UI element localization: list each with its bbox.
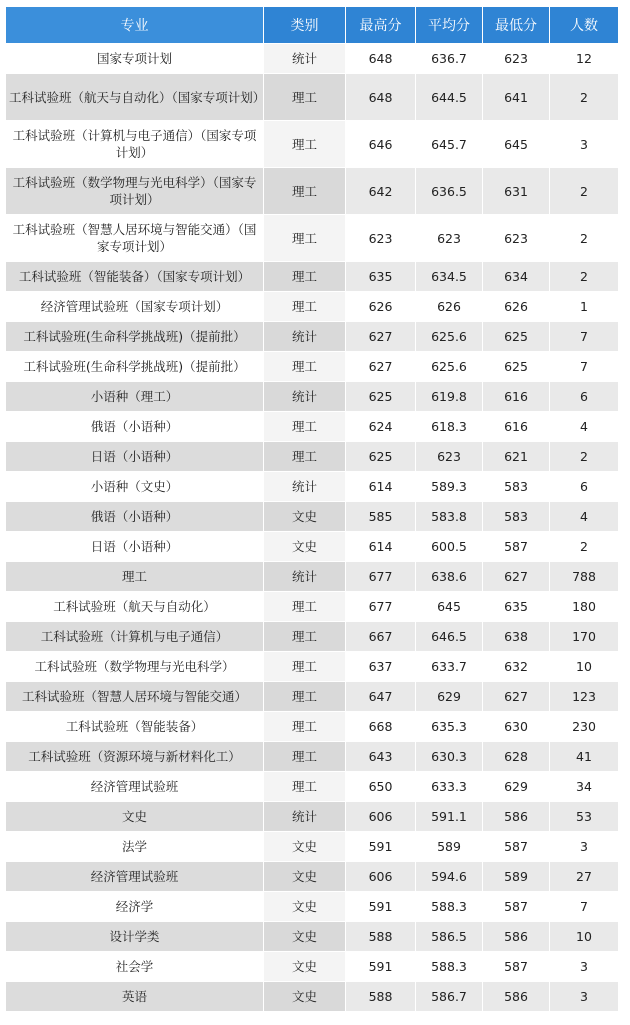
cell-category: 理工 xyxy=(264,651,346,681)
cell-category: 文史 xyxy=(264,531,346,561)
cell-count: 6 xyxy=(550,381,619,411)
cell-count: 4 xyxy=(550,411,619,441)
cell-max-score: 668 xyxy=(346,711,416,741)
cell-major: 社会学 xyxy=(6,951,264,981)
table-row xyxy=(6,43,619,73)
cell-min-score: 627 xyxy=(483,681,550,711)
cell-category: 文史 xyxy=(264,981,346,1011)
cell-category: 文史 xyxy=(264,891,346,921)
cell-count: 2 xyxy=(550,167,619,214)
cell-avg-score: 636.7 xyxy=(416,43,483,73)
cell-min-score: 583 xyxy=(483,471,550,501)
cell-count: 123 xyxy=(550,681,619,711)
cell-min-score: 586 xyxy=(483,801,550,831)
cell-max-score: 606 xyxy=(346,861,416,891)
cell-max-score: 627 xyxy=(346,351,416,381)
cell-count: 10 xyxy=(550,651,619,681)
cell-count: 7 xyxy=(550,351,619,381)
cell-max-score: 588 xyxy=(346,981,416,1011)
table-row xyxy=(6,621,619,651)
cell-count: 170 xyxy=(550,621,619,651)
table-row xyxy=(6,531,619,561)
cell-max-score: 625 xyxy=(346,441,416,471)
cell-count: 6 xyxy=(550,471,619,501)
cell-avg-score: 586.5 xyxy=(416,921,483,951)
cell-avg-score: 618.3 xyxy=(416,411,483,441)
cell-min-score: 641 xyxy=(483,73,550,120)
cell-category: 理工 xyxy=(264,411,346,441)
cell-min-score: 587 xyxy=(483,831,550,861)
table-row xyxy=(6,591,619,621)
cell-min-score: 631 xyxy=(483,167,550,214)
cell-major: 工科试验班（智慧人居环境与智能交通）（国家专项计划） xyxy=(6,214,264,261)
cell-min-score: 623 xyxy=(483,214,550,261)
cell-count: 2 xyxy=(550,261,619,291)
cell-max-score: 642 xyxy=(346,167,416,214)
cell-major: 英语 xyxy=(6,981,264,1011)
cell-count: 2 xyxy=(550,441,619,471)
cell-avg-score: 625.6 xyxy=(416,321,483,351)
table-row xyxy=(6,891,619,921)
header-major: 专业 xyxy=(6,7,264,43)
table-row xyxy=(6,711,619,741)
cell-category: 理工 xyxy=(264,261,346,291)
cell-max-score: 650 xyxy=(346,771,416,801)
cell-avg-score: 645 xyxy=(416,591,483,621)
cell-category: 理工 xyxy=(264,771,346,801)
cell-max-score: 585 xyxy=(346,501,416,531)
cell-avg-score: 636.5 xyxy=(416,167,483,214)
table-row xyxy=(6,381,619,411)
cell-max-score: 624 xyxy=(346,411,416,441)
header-max-score: 最高分 xyxy=(346,7,416,43)
cell-count: 53 xyxy=(550,801,619,831)
cell-count: 3 xyxy=(550,831,619,861)
cell-min-score: 630 xyxy=(483,711,550,741)
cell-major: 设计学类 xyxy=(6,921,264,951)
table-row xyxy=(6,351,619,381)
cell-min-score: 626 xyxy=(483,291,550,321)
cell-count: 2 xyxy=(550,73,619,120)
cell-min-score: 628 xyxy=(483,741,550,771)
cell-count: 2 xyxy=(550,531,619,561)
cell-category: 理工 xyxy=(264,591,346,621)
cell-min-score: 586 xyxy=(483,981,550,1011)
cell-min-score: 589 xyxy=(483,861,550,891)
cell-avg-score: 589 xyxy=(416,831,483,861)
table-row xyxy=(6,861,619,891)
cell-category: 理工 xyxy=(264,711,346,741)
cell-min-score: 625 xyxy=(483,351,550,381)
cell-max-score: 648 xyxy=(346,73,416,120)
cell-category: 理工 xyxy=(264,214,346,261)
cell-count: 34 xyxy=(550,771,619,801)
cell-count: 788 xyxy=(550,561,619,591)
table-row xyxy=(6,441,619,471)
cell-max-score: 627 xyxy=(346,321,416,351)
cell-avg-score: 623 xyxy=(416,441,483,471)
cell-major: 经济管理试验班（国家专项计划） xyxy=(6,291,264,321)
cell-min-score: 627 xyxy=(483,561,550,591)
cell-major: 工科试验班（计算机与电子通信） xyxy=(6,621,264,651)
cell-avg-score: 594.6 xyxy=(416,861,483,891)
cell-min-score: 625 xyxy=(483,321,550,351)
cell-max-score: 591 xyxy=(346,831,416,861)
cell-min-score: 645 xyxy=(483,120,550,167)
table-row xyxy=(6,73,619,120)
cell-category: 文史 xyxy=(264,861,346,891)
cell-max-score: 623 xyxy=(346,214,416,261)
table-row xyxy=(6,214,619,261)
cell-category: 理工 xyxy=(264,681,346,711)
cell-count: 1 xyxy=(550,291,619,321)
cell-avg-score: 634.5 xyxy=(416,261,483,291)
cell-min-score: 632 xyxy=(483,651,550,681)
cell-min-score: 635 xyxy=(483,591,550,621)
cell-avg-score: 646.5 xyxy=(416,621,483,651)
cell-max-score: 646 xyxy=(346,120,416,167)
cell-major: 工科试验班（数学物理与光电科学） xyxy=(6,651,264,681)
cell-major: 理工 xyxy=(6,561,264,591)
cell-min-score: 587 xyxy=(483,951,550,981)
cell-major: 经济学 xyxy=(6,891,264,921)
cell-max-score: 606 xyxy=(346,801,416,831)
cell-max-score: 648 xyxy=(346,43,416,73)
cell-avg-score: 638.6 xyxy=(416,561,483,591)
cell-category: 统计 xyxy=(264,43,346,73)
cell-max-score: 647 xyxy=(346,681,416,711)
cell-count: 41 xyxy=(550,741,619,771)
table-row xyxy=(6,261,619,291)
cell-max-score: 643 xyxy=(346,741,416,771)
cell-min-score: 629 xyxy=(483,771,550,801)
cell-max-score: 591 xyxy=(346,951,416,981)
cell-avg-score: 629 xyxy=(416,681,483,711)
cell-category: 文史 xyxy=(264,921,346,951)
cell-avg-score: 588.3 xyxy=(416,891,483,921)
header-row xyxy=(6,7,619,43)
cell-min-score: 638 xyxy=(483,621,550,651)
cell-min-score: 587 xyxy=(483,891,550,921)
cell-min-score: 623 xyxy=(483,43,550,73)
cell-max-score: 635 xyxy=(346,261,416,291)
cell-major: 日语（小语种） xyxy=(6,441,264,471)
table-row xyxy=(6,831,619,861)
cell-major: 工科试验班（资源环境与新材料化工） xyxy=(6,741,264,771)
cell-category: 统计 xyxy=(264,561,346,591)
cell-major: 法学 xyxy=(6,831,264,861)
table-row xyxy=(6,291,619,321)
cell-avg-score: 583.8 xyxy=(416,501,483,531)
cell-max-score: 625 xyxy=(346,381,416,411)
cell-avg-score: 633.7 xyxy=(416,651,483,681)
table-row xyxy=(6,167,619,214)
cell-category: 统计 xyxy=(264,471,346,501)
table-row xyxy=(6,471,619,501)
cell-count: 3 xyxy=(550,120,619,167)
cell-max-score: 614 xyxy=(346,531,416,561)
cell-major: 小语种（文史） xyxy=(6,471,264,501)
table-row xyxy=(6,951,619,981)
cell-avg-score: 619.8 xyxy=(416,381,483,411)
table-row xyxy=(6,651,619,681)
cell-count: 3 xyxy=(550,951,619,981)
cell-min-score: 621 xyxy=(483,441,550,471)
table-row xyxy=(6,501,619,531)
cell-count: 4 xyxy=(550,501,619,531)
cell-avg-score: 600.5 xyxy=(416,531,483,561)
cell-count: 230 xyxy=(550,711,619,741)
cell-count: 180 xyxy=(550,591,619,621)
table-row xyxy=(6,321,619,351)
cell-category: 理工 xyxy=(264,167,346,214)
cell-major: 工科试验班（计算机与电子通信）（国家专项计划） xyxy=(6,120,264,167)
cell-category: 文史 xyxy=(264,831,346,861)
cell-avg-score: 644.5 xyxy=(416,73,483,120)
cell-max-score: 614 xyxy=(346,471,416,501)
cell-avg-score: 626 xyxy=(416,291,483,321)
cell-avg-score: 645.7 xyxy=(416,120,483,167)
cell-category: 文史 xyxy=(264,501,346,531)
cell-max-score: 677 xyxy=(346,591,416,621)
cell-min-score: 616 xyxy=(483,381,550,411)
table-row xyxy=(6,771,619,801)
cell-max-score: 637 xyxy=(346,651,416,681)
cell-count: 7 xyxy=(550,321,619,351)
cell-category: 理工 xyxy=(264,621,346,651)
cell-category: 理工 xyxy=(264,441,346,471)
cell-major: 工科试验班（航天与自动化）（国家专项计划） xyxy=(6,73,264,120)
cell-category: 理工 xyxy=(264,291,346,321)
cell-avg-score: 635.3 xyxy=(416,711,483,741)
cell-count: 27 xyxy=(550,861,619,891)
cell-count: 10 xyxy=(550,921,619,951)
cell-category: 统计 xyxy=(264,801,346,831)
table-row xyxy=(6,921,619,951)
header-count: 人数 xyxy=(550,7,619,43)
cell-category: 理工 xyxy=(264,120,346,167)
cell-category: 理工 xyxy=(264,351,346,381)
cell-max-score: 677 xyxy=(346,561,416,591)
header-avg-score: 平均分 xyxy=(416,7,483,43)
cell-major: 经济管理试验班 xyxy=(6,771,264,801)
cell-category: 文史 xyxy=(264,951,346,981)
cell-min-score: 587 xyxy=(483,531,550,561)
table-row xyxy=(6,981,619,1011)
cell-max-score: 626 xyxy=(346,291,416,321)
header-category: 类别 xyxy=(264,7,346,43)
cell-major: 工科试验班(生命科学挑战班)（提前批） xyxy=(6,321,264,351)
cell-min-score: 616 xyxy=(483,411,550,441)
cell-count: 7 xyxy=(550,891,619,921)
cell-major: 俄语（小语种） xyxy=(6,501,264,531)
cell-max-score: 591 xyxy=(346,891,416,921)
cell-major: 小语种（理工） xyxy=(6,381,264,411)
cell-major: 工科试验班（智能装备） xyxy=(6,711,264,741)
cell-min-score: 583 xyxy=(483,501,550,531)
cell-count: 3 xyxy=(550,981,619,1011)
cell-major: 工科试验班（智慧人居环境与智能交通） xyxy=(6,681,264,711)
cell-avg-score: 625.6 xyxy=(416,351,483,381)
cell-major: 工科试验班（智能装备）（国家专项计划） xyxy=(6,261,264,291)
table-row xyxy=(6,741,619,771)
cell-major: 工科试验班（数学物理与光电科学）（国家专项计划） xyxy=(6,167,264,214)
cell-avg-score: 586.7 xyxy=(416,981,483,1011)
cell-category: 统计 xyxy=(264,381,346,411)
table-row xyxy=(6,681,619,711)
cell-major: 俄语（小语种） xyxy=(6,411,264,441)
cell-count: 2 xyxy=(550,214,619,261)
cell-major: 经济管理试验班 xyxy=(6,861,264,891)
cell-min-score: 634 xyxy=(483,261,550,291)
cell-count: 12 xyxy=(550,43,619,73)
cell-major: 文史 xyxy=(6,801,264,831)
cell-max-score: 588 xyxy=(346,921,416,951)
cell-min-score: 586 xyxy=(483,921,550,951)
cell-max-score: 667 xyxy=(346,621,416,651)
cell-avg-score: 633.3 xyxy=(416,771,483,801)
score-table-container xyxy=(6,7,619,1011)
cell-avg-score: 591.1 xyxy=(416,801,483,831)
cell-major: 国家专项计划 xyxy=(6,43,264,73)
cell-category: 统计 xyxy=(264,321,346,351)
table-row xyxy=(6,411,619,441)
score-table xyxy=(6,7,619,1011)
cell-major: 工科试验班（航天与自动化） xyxy=(6,591,264,621)
cell-avg-score: 589.3 xyxy=(416,471,483,501)
cell-avg-score: 588.3 xyxy=(416,951,483,981)
table-row xyxy=(6,561,619,591)
table-row xyxy=(6,120,619,167)
cell-avg-score: 630.3 xyxy=(416,741,483,771)
cell-category: 理工 xyxy=(264,73,346,120)
cell-avg-score: 623 xyxy=(416,214,483,261)
header-min-score: 最低分 xyxy=(483,7,550,43)
cell-major: 工科试验班(生命科学挑战班)（提前批） xyxy=(6,351,264,381)
cell-category: 理工 xyxy=(264,741,346,771)
cell-major: 日语（小语种） xyxy=(6,531,264,561)
table-row xyxy=(6,801,619,831)
